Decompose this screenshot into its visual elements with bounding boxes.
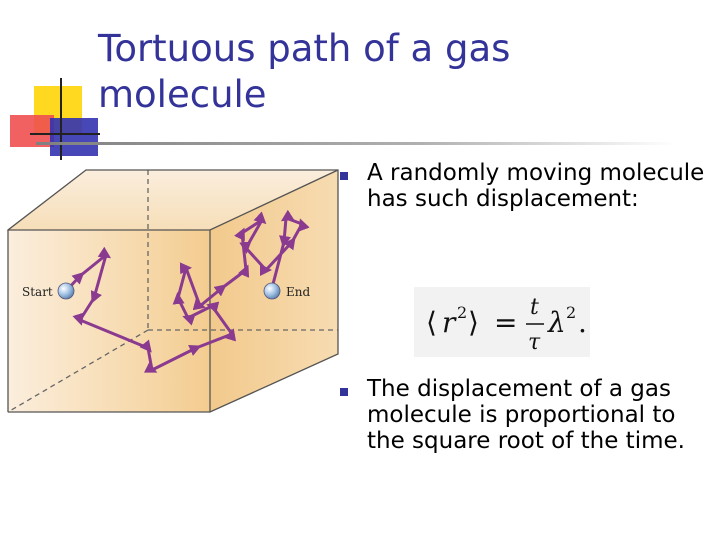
box-front-face <box>8 230 210 412</box>
bullet-square-icon <box>340 172 348 180</box>
bullet-square-icon <box>340 388 348 396</box>
formula-close-bracket: ⟩ <box>468 306 479 339</box>
slide-title: Tortuous path of a gas molecule <box>98 27 511 116</box>
displacement-formula <box>414 287 590 357</box>
start-molecule <box>58 283 74 299</box>
formula-denominator: τ <box>528 330 541 355</box>
title-underline <box>36 142 676 145</box>
end-molecule <box>264 283 280 299</box>
start-label: Start <box>22 285 53 299</box>
decor-horizontal-line <box>30 133 100 135</box>
formula-numerator: t <box>530 295 539 320</box>
decor-blue-square <box>50 118 98 156</box>
formula-open-bracket: ⟨ <box>426 306 437 339</box>
end-label: End <box>286 285 311 299</box>
formula-lambda-exponent: 2 <box>566 303 577 322</box>
formula-lambda: λ <box>548 306 566 339</box>
formula-r: r <box>442 306 456 339</box>
bullet-text: A randomly moving molecule has such displacement: <box>367 160 705 212</box>
random-walk-figure <box>0 158 340 420</box>
formula-period: . <box>578 306 587 339</box>
formula-equals: = <box>494 306 518 339</box>
decor-vertical-line <box>60 78 62 160</box>
formula-r-exponent: 2 <box>457 303 468 322</box>
bullet-text: The displacement of a gas molecule is proportional to the square root of the time. <box>367 376 685 454</box>
